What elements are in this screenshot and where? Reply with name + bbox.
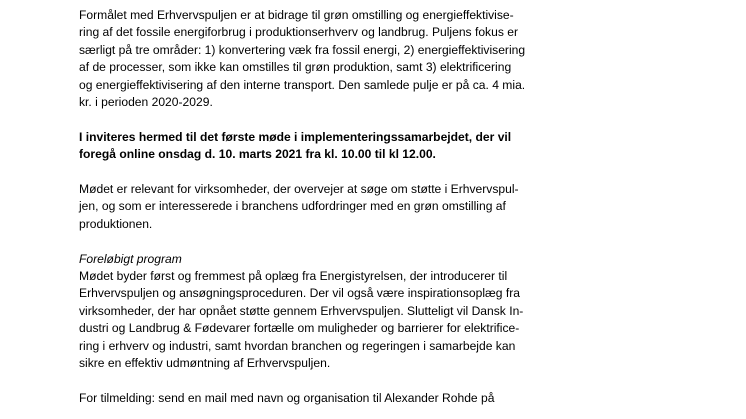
- intro-line: af de processer, som ikke kan omstilles til grøn produktion, samt 3) elektrificering: [79, 60, 512, 75]
- program-line: Mødet byder først og fremmest på oplæg fra Energistyrelsen, der introducerer til: [79, 269, 508, 284]
- intro-line: Formålet med Erhvervspuljen er at bidrage til grøn omstilling og energieffektivise-: [79, 8, 514, 22]
- intro-line: kr. i perioden 2020-2029.: [79, 95, 213, 110]
- relevance-paragraph: [79, 181, 559, 233]
- program-heading: Foreløbigt program: [79, 251, 182, 266]
- intro-line: ring af det fossile energiforbrug i produktionserhverv og landbrug. Puljens fokus er: [79, 25, 518, 40]
- program-line: sikre en effektiv udmøntning af Erhvervspuljen.: [79, 356, 331, 371]
- intro-paragraph: [79, 7, 559, 111]
- program-line: Erhvervspuljen og ansøgningsproceduren. Der vil også være inspirationsoplæg fra: [79, 286, 520, 301]
- intro-line: særligt på tre områder: 1) konvertering væk fra fossil energi, 2) energieffektivisering: [79, 42, 526, 57]
- invitation-line: I inviteres hermed til det første møde i implementeringssamarbejdet, der vil: [79, 129, 512, 144]
- registration-paragraph: [79, 390, 559, 407]
- program-line: ring i erhverv og industri, samt hvordan branchen og regeringen i samarbejde kan: [79, 338, 516, 353]
- relevance-line: produktionen.: [79, 216, 153, 231]
- registration-line: For tilmelding: send en mail med navn og organisation til Alexander Rohde på: [79, 390, 495, 405]
- document-page: [79, 7, 559, 407]
- relevance-line: Mødet er relevant for virksomheder, der overvejer at søge om støtte i Erhvervspul-: [79, 182, 519, 197]
- intro-line: og energieffektivisering af den interne transport. Den samlede pulje er på ca. 4 mia.: [79, 77, 526, 92]
- relevance-line: jen, og som er interesserede i branchens udfordringer med en grøn omstilling af: [79, 199, 506, 214]
- program-line: virksomheder, der har opnået støtte gennem Erhvervspuljen. Slutteligt vil Dansk In-: [79, 303, 524, 318]
- program-section: [79, 251, 559, 373]
- invitation-paragraph: [79, 129, 559, 164]
- invitation-line: foregå online onsdag d. 10. marts 2021 fra kl. 10.00 til kl 12.00.: [79, 147, 436, 162]
- program-line: dustri og Landbrug & Fødevarer fortælle om muligheder og barrierer for elektrifice-: [79, 321, 520, 336]
